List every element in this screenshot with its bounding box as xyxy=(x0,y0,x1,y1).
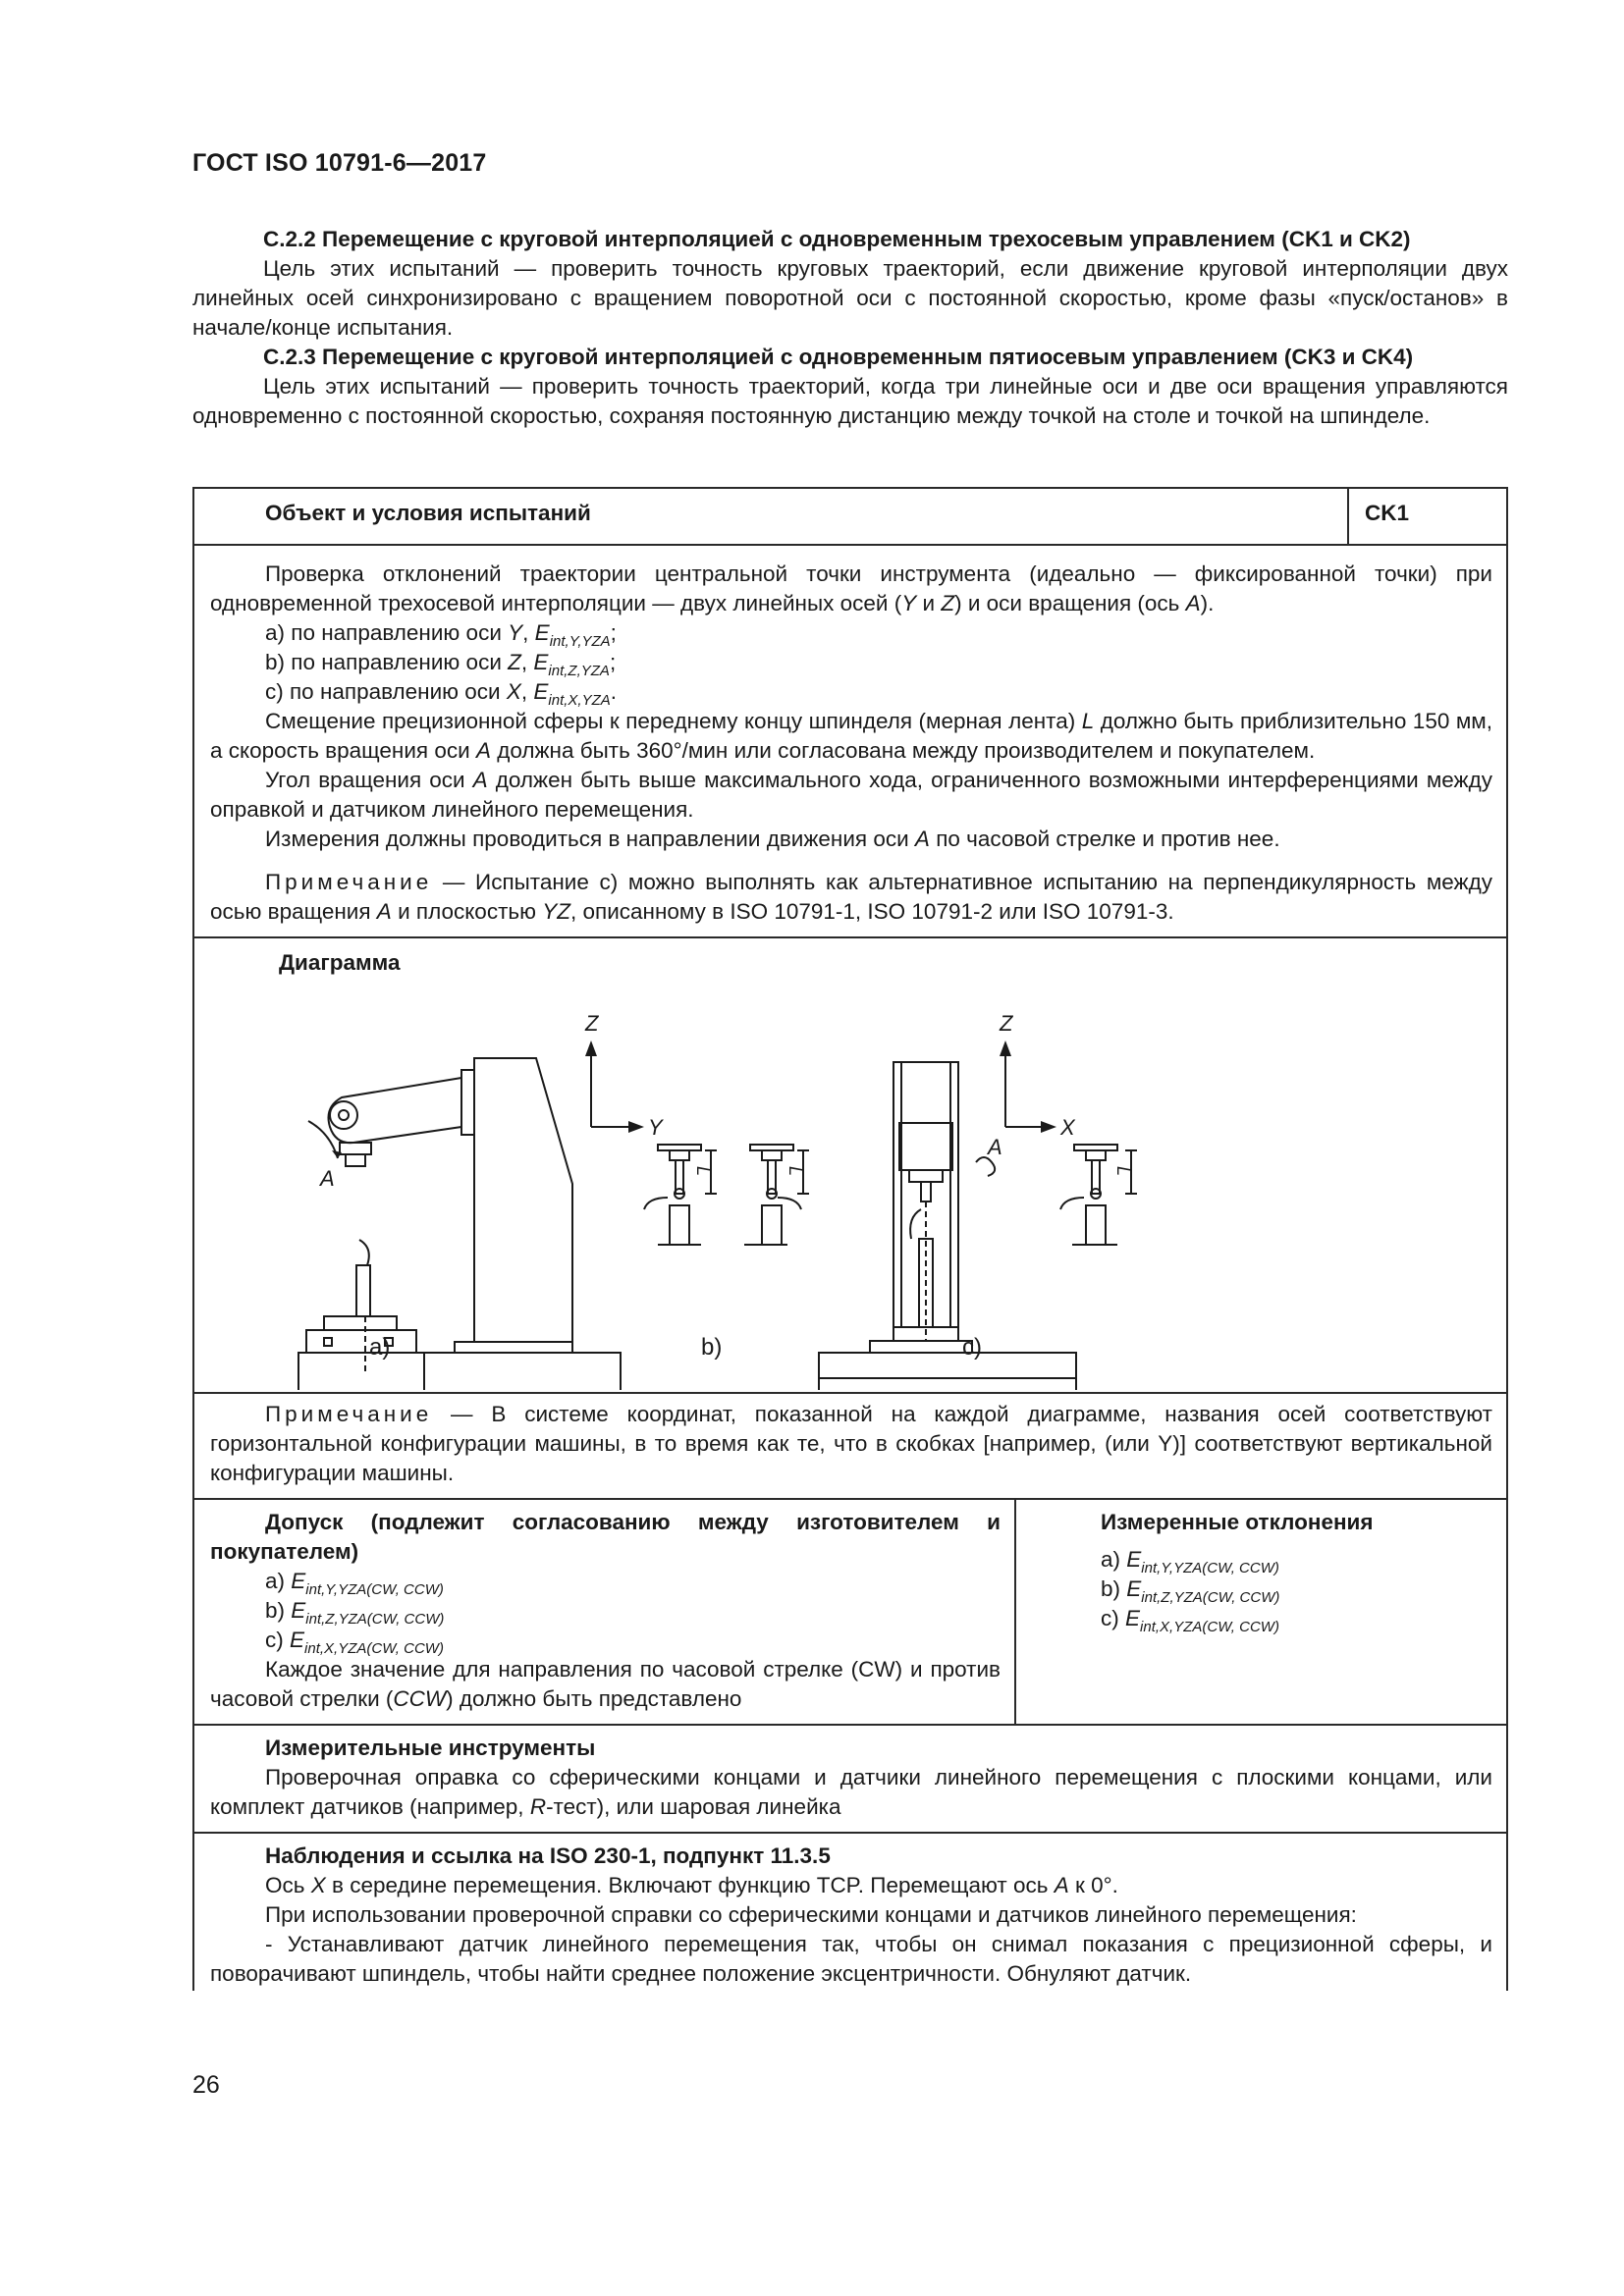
machine-diagram xyxy=(194,988,1506,1390)
measured-c: c) $E_{int,X,YZA(CW, CCW)}$ xyxy=(1101,1606,1279,1635)
conditions-item-c: c) по направлению оси X, $E_{int,X,YZA}$. xyxy=(265,679,618,709)
conditions-p1: Проверка отклонений траектории центральной точки инструмента (идеально — фиксированной точки) при одновременной трехосевой интерполяции — двух линейных осей (Y и Z) и оси вращения (ось A). xyxy=(210,561,1492,615)
label-axis-a-left: A xyxy=(320,1166,335,1191)
diagram-note: Примечание — В системе координат, показанной на каждой диаграмме, названия осей соответствуют горизонтальной конфигурации машины, в то время как те, что в скобках [например, (или Y)] соответствуют вертикальной конфигурации машины. xyxy=(210,1402,1492,1485)
tolerance-text: Каждое значение для направления по часовой стрелке (CW) и против часовой стрелки (CCW) должно быть представлено xyxy=(210,1657,1001,1711)
section-c23-text: Цель этих испытаний — проверить точность траекторий, когда три линейные оси и две оси вращения управляются одновременно с постоянной скоростью, сохраняя постоянную дистанцию между точкой на столе и точкой на шпинделе. xyxy=(192,374,1508,428)
measured-heading: Измеренные отклонения xyxy=(1101,1510,1374,1534)
conditions-angle: Угол вращения оси A должен быть выше максимального хода, ограниченного возможными интерференциями между оправкой и датчиком линейного перемещения. xyxy=(210,768,1492,822)
object-heading: Объект и условия испытаний xyxy=(265,501,591,525)
conditions-item-b: b) по направлению оси Z, $E_{int,Z,YZA}$; xyxy=(265,650,617,679)
measured-b: b) $E_{int,Z,YZA(CW, CCW)}$ xyxy=(1101,1576,1280,1606)
tolerance-c: c) $E_{int,X,YZA(CW, CCW)}$ xyxy=(265,1628,444,1657)
tolerance-row xyxy=(193,1499,1507,1725)
tolerance-cell xyxy=(194,1500,1015,1724)
section-c23-heading: С.2.3 Перемещение с круговой интерполяцией с одновременным пятиосевым управлением (CK3 и CK4) xyxy=(263,345,1414,369)
tolerance-split xyxy=(194,1500,1506,1724)
measured-a: a) $E_{int,Y,YZA(CW, CCW)}$ xyxy=(1101,1547,1279,1576)
section-c22-heading: С.2.2 Перемещение с круговой интерполяцией с одновременным трехосевым управлением (CK1 и CK2) xyxy=(263,227,1411,251)
observations-heading: Наблюдения и ссылка на ISO 230-1, подпункт 11.3.5 xyxy=(265,1843,831,1868)
conditions-note: Примечание — Испытание c) можно выполнять как альтернативное испытанию на перпендикулярность между осью вращения A и плоскостью YZ, описанному в ISO 10791-1, ISO 10791-2 или ISO 10791-3. xyxy=(210,870,1492,924)
label-l-3: L xyxy=(1113,1166,1133,1177)
diagram-cell xyxy=(193,937,1507,1393)
tolerance-heading: Допуск (подлежит согласованию между изготовителем и покупателем) xyxy=(210,1510,1001,1564)
axes-zy xyxy=(585,1041,644,1133)
diagram-a-machine xyxy=(298,1058,621,1390)
code-cell xyxy=(1348,488,1507,545)
label-axis-z-left: Z xyxy=(585,1011,599,1036)
probe-setup-1 xyxy=(644,1145,717,1245)
caption-b: b) xyxy=(701,1334,723,1361)
measured-cell xyxy=(1015,1500,1506,1724)
probe-setup-2 xyxy=(744,1145,809,1245)
observations-cell xyxy=(193,1833,1507,1991)
diagram-c-machine xyxy=(819,1062,1076,1390)
conditions-measure: Измерения должны проводиться в направлении движения оси A по часовой стрелке и против нее. xyxy=(265,827,1280,851)
intro-section xyxy=(192,225,1508,431)
observations-2: При использовании проверочной справки со сферическими концами и датчиков линейного перемещения: xyxy=(265,1902,1357,1927)
diagram-note-cell xyxy=(193,1393,1507,1499)
caption-c: c) xyxy=(962,1334,982,1361)
instruments-cell xyxy=(193,1725,1507,1833)
tolerance-a: a) $E_{int,Y,YZA(CW, CCW)}$ xyxy=(265,1569,444,1598)
label-axis-x: X xyxy=(1060,1115,1075,1140)
conditions-cell xyxy=(193,545,1507,937)
instruments-text: Проверочная оправка со сферическими концами и датчики линейного перемещения с плоскими концами, или комплект датчиков (например, R-тест), или шаровая линейка xyxy=(210,1765,1492,1819)
test-table xyxy=(192,487,1508,1991)
document-header: ГОСТ ISO 10791-6—2017 xyxy=(192,149,487,177)
diagram-heading: Диаграмма xyxy=(279,950,401,975)
label-axis-z-right: Z xyxy=(1000,1011,1013,1036)
tolerance-b: b) $E_{int,Z,YZA(CW, CCW)}$ xyxy=(265,1598,445,1628)
conditions-text xyxy=(194,546,1506,936)
label-l-2: L xyxy=(785,1166,805,1177)
conditions-offset: Смещение прецизионной сферы к переднему концу шпинделя (мерная лента) L должно быть приблизительно 150 мм, а скорость вращения оси A должна быть 360°/мин или согласована между производителем и покупателем. xyxy=(210,709,1493,763)
instruments-heading: Измерительные инструменты xyxy=(265,1735,596,1760)
label-axis-y: Y xyxy=(648,1115,663,1140)
conditions-item-a: a) по направлению оси Y, $E_{int,Y,YZA}$; xyxy=(265,620,617,650)
observations-1: Ось X в середине перемещения. Включают функцию TCP. Перемещают ось A к 0°. xyxy=(265,1873,1118,1897)
object-heading-cell xyxy=(193,488,1348,545)
observations-3: - Устанавливают датчик линейного перемещения так, чтобы он снимал показания с прецизионной сферы, и поворачивают шпиндель, чтобы найти среднее положение эксцентричности. Обнуляют датчик. xyxy=(210,1932,1492,1986)
label-axis-a-right: A xyxy=(988,1135,1002,1159)
caption-a: a) xyxy=(369,1334,391,1361)
section-c22-text: Цель этих испытаний — проверить точность круговых траекторий, если движение круговой интерполяции двух линейных осей синхронизировано с вращением поворотной оси с постоянной скоростью, кроме фазы «пуск/останов» в начале/конце испытания. xyxy=(192,256,1508,340)
page-number: 26 xyxy=(192,2071,220,2099)
probe-setup-3 xyxy=(1060,1145,1137,1245)
test-code: CK1 xyxy=(1365,501,1410,525)
label-l-1: L xyxy=(693,1166,713,1177)
